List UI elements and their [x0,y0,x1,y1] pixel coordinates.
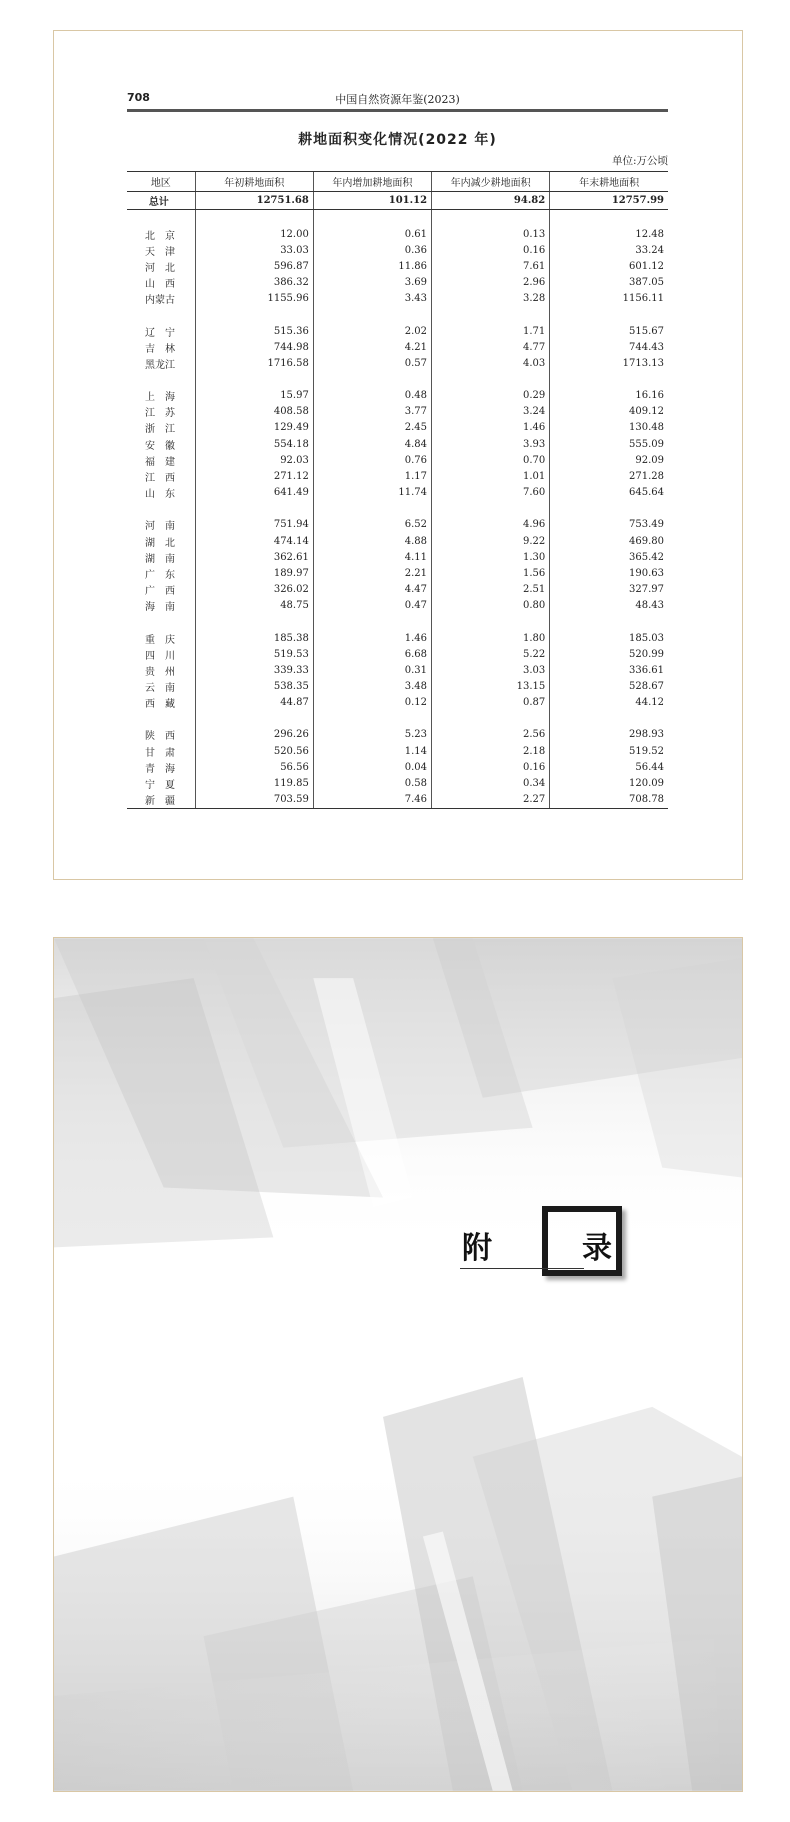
cell-start: 129.49 [195,420,313,436]
total-decrease: 94.82 [432,192,550,210]
cell-increase: 0.57 [313,355,431,371]
cell-start: 474.14 [195,533,313,549]
total-start: 12751.68 [195,192,313,210]
cell-start: 386.32 [195,275,313,291]
cell-name: 湖 南 [145,553,175,565]
table-row [127,452,668,468]
cell-start: 326.02 [195,582,313,598]
cell-decrease: 4.77 [432,339,550,355]
cell-start: 362.61 [195,549,313,565]
cell-name: 吉 林 [145,343,175,355]
cell-increase: 0.48 [313,388,431,404]
cell-start: 12.00 [195,226,313,242]
cell-name: 四 川 [145,650,175,662]
cell-name: 安 徽 [145,440,175,452]
cell-name: 青 海 [145,763,175,775]
cell-start: 33.03 [195,242,313,258]
cell-end: 92.09 [550,452,668,468]
cell-decrease: 4.96 [432,517,550,533]
total-increase: 101.12 [313,192,431,210]
spacer-cell [195,307,313,323]
cell-end: 601.12 [550,258,668,274]
cell-end: 336.61 [550,662,668,678]
spacer-cell [432,711,550,727]
cell-decrease: 1.56 [432,565,550,581]
yearbook-page-708 [53,30,743,880]
cell-name: 山 东 [145,489,175,501]
table-row [127,468,668,484]
cell-name: 陕 西 [145,731,175,743]
cell-increase: 0.76 [313,452,431,468]
cell-decrease: 1.71 [432,323,550,339]
spacer-cell [313,711,431,727]
appendix-title: 附 录 [462,1231,642,1266]
table-row [127,323,668,339]
running-title: 中国自然资源年鉴(2023) [335,93,460,106]
cell-decrease: 0.13 [432,226,550,242]
spacer-cell [432,501,550,517]
background-geometric-pattern [54,938,742,1791]
spacer-cell [127,307,195,323]
cell-decrease: 0.70 [432,452,550,468]
table-row [127,598,668,614]
cell-end: 555.09 [550,436,668,452]
cell-name: 甘 肃 [145,747,175,759]
cell-decrease: 0.16 [432,242,550,258]
cell-end: 298.93 [550,727,668,743]
spacer-cell [550,501,668,517]
cell-start: 56.56 [195,759,313,775]
cell-name: 江 西 [145,473,175,485]
total-row [127,192,668,210]
table-row [127,646,668,662]
cell-end: 12.48 [550,226,668,242]
cell-increase: 4.21 [313,339,431,355]
cell-start: 48.75 [195,598,313,614]
cell-start: 519.53 [195,646,313,662]
cell-name: 宁 夏 [145,780,175,792]
cell-start: 15.97 [195,388,313,404]
cell-end: 130.48 [550,420,668,436]
cell-name: 海 南 [145,602,175,614]
cell-end: 708.78 [550,792,668,809]
cell-increase: 3.43 [313,291,431,307]
table-row [127,727,668,743]
header-decrease: 年内减少耕地面积 [432,172,550,192]
cell-name: 黑龙江 [145,359,175,371]
cell-decrease: 3.24 [432,404,550,420]
cell-end: 1156.11 [550,291,668,307]
spacer-cell [432,307,550,323]
table-row [127,242,668,258]
cell-end: 271.28 [550,468,668,484]
cell-start: 189.97 [195,565,313,581]
group-spacer [127,711,668,727]
farmland-table [127,171,668,809]
table-row [127,485,668,501]
cell-increase: 6.68 [313,646,431,662]
cell-decrease: 13.15 [432,679,550,695]
cell-increase: 7.46 [313,792,431,809]
cell-decrease: 1.46 [432,420,550,436]
table-row [127,743,668,759]
spacer-cell [195,372,313,388]
cell-end: 56.44 [550,759,668,775]
cell-end: 744.43 [550,339,668,355]
group-spacer [127,501,668,517]
cell-end: 387.05 [550,275,668,291]
cell-start: 408.58 [195,404,313,420]
cell-decrease: 7.60 [432,485,550,501]
cell-name: 北 京 [145,230,175,242]
table-row [127,549,668,565]
cell-increase: 4.47 [313,582,431,598]
header-region: 地区 [127,172,195,192]
cell-end: 33.24 [550,242,668,258]
cell-decrease: 2.27 [432,792,550,809]
cell-name: 内蒙古 [145,295,175,307]
cell-decrease: 3.28 [432,291,550,307]
cell-end: 185.03 [550,630,668,646]
cell-name: 云 南 [145,683,175,695]
title-underline [460,1268,584,1269]
cell-decrease: 3.03 [432,662,550,678]
cell-name: 广 东 [145,569,175,581]
cell-name: 重 庆 [145,634,175,646]
total-label: 总计 [127,192,195,210]
cell-start: 92.03 [195,452,313,468]
table-row [127,775,668,791]
cell-name: 福 建 [145,456,175,468]
cell-decrease: 0.87 [432,695,550,711]
table-row [127,291,668,307]
group-spacer [127,614,668,630]
cell-end: 519.52 [550,743,668,759]
spacer-cell [127,210,195,227]
cell-name: 浙 江 [145,424,175,436]
cell-increase: 0.58 [313,775,431,791]
cell-name: 湖 北 [145,537,175,549]
cell-start: 119.85 [195,775,313,791]
table-row [127,533,668,549]
spacer-cell [432,372,550,388]
cell-start: 520.56 [195,743,313,759]
header-rule [127,109,668,112]
spacer-cell [550,372,668,388]
cell-increase: 0.12 [313,695,431,711]
spacer-cell [313,372,431,388]
spacer-cell [313,307,431,323]
spacer-cell [127,372,195,388]
cell-increase: 11.86 [313,258,431,274]
cell-increase: 3.48 [313,679,431,695]
cell-decrease: 2.96 [432,275,550,291]
table-row [127,565,668,581]
cell-increase: 5.23 [313,727,431,743]
cell-increase: 1.14 [313,743,431,759]
table-row [127,388,668,404]
cell-increase: 1.17 [313,468,431,484]
cell-end: 645.64 [550,485,668,501]
table-row [127,404,668,420]
cell-increase: 2.21 [313,565,431,581]
header-start-area: 年初耕地面积 [195,172,313,192]
cell-increase: 1.46 [313,630,431,646]
appendix-cover-page [53,937,743,1792]
cell-start: 185.38 [195,630,313,646]
table-title: 耕地面积变化情况(2022 年) [298,132,497,148]
cell-end: 520.99 [550,646,668,662]
table-row [127,582,668,598]
total-end: 12757.99 [550,192,668,210]
spacer-cell [127,501,195,517]
cell-name: 河 北 [145,262,175,274]
cell-name: 天 津 [145,246,175,258]
cell-end: 528.67 [550,679,668,695]
cell-end: 327.97 [550,582,668,598]
cell-increase: 4.84 [313,436,431,452]
table-row [127,662,668,678]
spacer-cell [550,210,668,227]
cell-start: 641.49 [195,485,313,501]
cell-start: 1716.58 [195,355,313,371]
cell-start: 296.26 [195,727,313,743]
cell-increase: 0.04 [313,759,431,775]
cell-increase: 0.47 [313,598,431,614]
cell-increase: 4.11 [313,549,431,565]
table-body [127,192,668,809]
group-spacer [127,210,668,227]
cell-increase: 4.88 [313,533,431,549]
cell-decrease: 2.51 [432,582,550,598]
spacer-cell [313,210,431,227]
header-increase: 年内增加耕地面积 [313,172,431,192]
cell-start: 554.18 [195,436,313,452]
page-number: 708 [127,91,150,104]
cell-decrease: 1.01 [432,468,550,484]
cell-name: 新 疆 [127,792,195,809]
table-row [127,517,668,533]
spacer-cell [313,614,431,630]
cell-name: 广 西 [145,586,175,598]
cell-end: 16.16 [550,388,668,404]
table-row [127,630,668,646]
cell-name: 山 西 [145,279,175,291]
cell-name: 贵 州 [145,666,175,678]
cell-decrease: 5.22 [432,646,550,662]
cell-increase: 11.74 [313,485,431,501]
cell-increase: 2.02 [313,323,431,339]
cell-decrease: 2.56 [432,727,550,743]
cell-start: 751.94 [195,517,313,533]
cell-increase: 0.31 [313,662,431,678]
unit-label: 单位:万公顷 [611,155,668,167]
cell-decrease: 1.80 [432,630,550,646]
spacer-cell [313,501,431,517]
spacer-cell [550,307,668,323]
spacer-cell [432,210,550,227]
table-row [127,759,668,775]
cell-decrease: 0.80 [432,598,550,614]
group-spacer [127,372,668,388]
cell-increase: 2.45 [313,420,431,436]
cell-decrease: 7.61 [432,258,550,274]
spacer-cell [127,711,195,727]
cell-decrease: 0.16 [432,759,550,775]
cell-end: 409.12 [550,404,668,420]
cell-end: 515.67 [550,323,668,339]
table-row [127,436,668,452]
cell-end: 753.49 [550,517,668,533]
table-row [127,695,668,711]
cell-increase: 0.61 [313,226,431,242]
cell-name: 西 藏 [145,699,175,711]
table-row [127,355,668,371]
cell-end: 120.09 [550,775,668,791]
spacer-cell [550,614,668,630]
table-row [127,275,668,291]
cell-end: 44.12 [550,695,668,711]
cell-start: 744.98 [195,339,313,355]
cell-end: 190.63 [550,565,668,581]
table-row [127,792,668,809]
spacer-cell [195,614,313,630]
cell-name: 河 南 [145,521,175,533]
table-row [127,339,668,355]
cell-name: 上 海 [145,392,175,404]
table-row [127,420,668,436]
cell-decrease: 0.34 [432,775,550,791]
cell-decrease: 2.18 [432,743,550,759]
cell-decrease: 0.29 [432,388,550,404]
spacer-cell [195,501,313,517]
cell-end: 469.80 [550,533,668,549]
spacer-cell [550,711,668,727]
cell-increase: 3.77 [313,404,431,420]
cell-start: 1155.96 [195,291,313,307]
spacer-cell [195,711,313,727]
cell-start: 596.87 [195,258,313,274]
table-row [127,226,668,242]
table-row [127,258,668,274]
cell-decrease: 1.30 [432,549,550,565]
group-spacer [127,307,668,323]
cell-start: 515.36 [195,323,313,339]
cell-start: 44.87 [195,695,313,711]
cell-decrease: 9.22 [432,533,550,549]
cell-start: 703.59 [195,792,313,809]
table-row [127,679,668,695]
cell-increase: 0.36 [313,242,431,258]
cell-increase: 3.69 [313,275,431,291]
cell-name: 江 苏 [145,408,175,420]
spacer-cell [195,210,313,227]
spacer-cell [432,614,550,630]
cell-start: 271.12 [195,468,313,484]
cell-increase: 6.52 [313,517,431,533]
cell-start: 538.35 [195,679,313,695]
page-header [127,91,668,109]
table-header-row [127,172,668,192]
cell-name: 辽 宁 [145,327,175,339]
cell-decrease: 4.03 [432,355,550,371]
cell-end: 365.42 [550,549,668,565]
spacer-cell [127,614,195,630]
cell-end: 1713.13 [550,355,668,371]
cell-decrease: 3.93 [432,436,550,452]
cell-end: 48.43 [550,598,668,614]
header-end-area: 年末耕地面积 [550,172,668,192]
cell-start: 339.33 [195,662,313,678]
